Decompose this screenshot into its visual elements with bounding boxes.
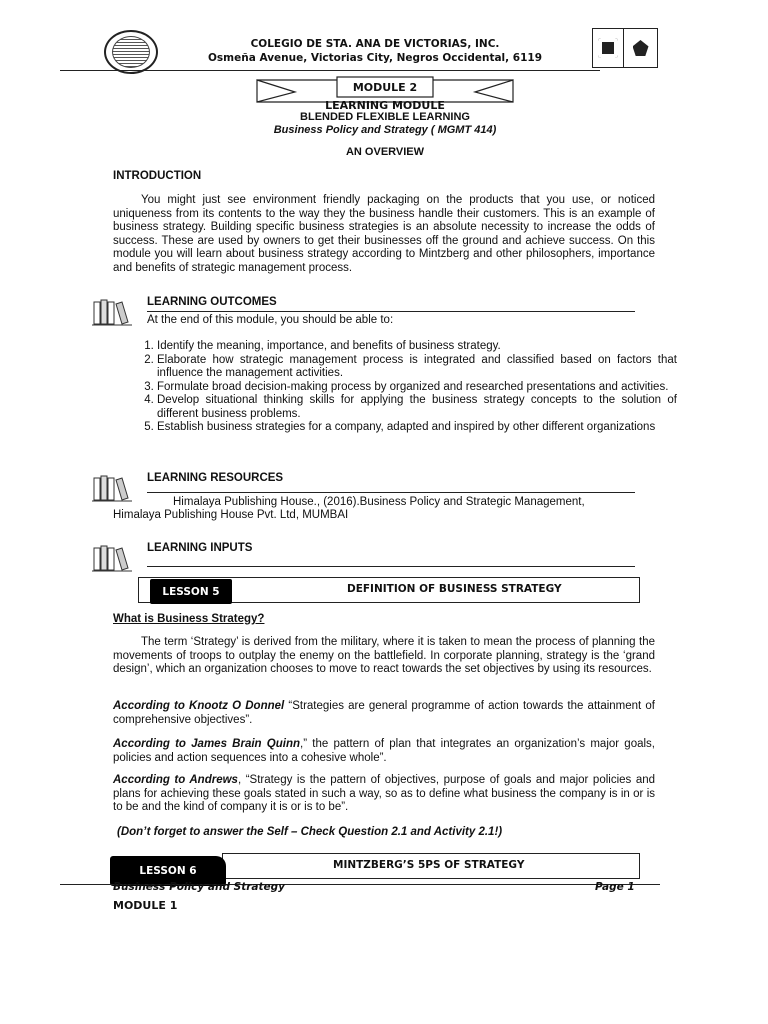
outcomes-rule xyxy=(147,311,635,312)
lesson6-title: MINTZBERG’S 5PS OF STRATEGY xyxy=(333,859,525,871)
course-title: Business Policy and Strategy ( MGMT 414) xyxy=(273,124,497,136)
list-item: 4. Develop situational thinking skills for applying the business strategy concepts to the solution of different business problems. xyxy=(157,394,677,421)
lesson6-tab: LESSON 6 xyxy=(110,856,226,886)
overview-title: AN OVERVIEW xyxy=(345,146,425,158)
footer-course: Business Policy and Strategy xyxy=(113,881,285,893)
inputs-rule xyxy=(147,566,635,567)
quote-author: According to Knootz O Donnel xyxy=(113,700,285,712)
resources-heading: LEARNING RESOURCES xyxy=(147,472,284,484)
quote-text: “Strategies are general programme of action towards the attainment of comprehensive objectives”. xyxy=(113,700,655,726)
certification-logos-icon xyxy=(592,28,658,68)
resource-line-2: Himalaya Publishing House Pvt. Ltd, MUMBAI xyxy=(113,509,349,521)
outcomes-lead: At the end of this module, you should be able to: xyxy=(147,314,394,326)
outcomes-list xyxy=(135,340,677,435)
quote-text: , “Strategy is the pattern of objectives, purpose of goals and major policies and plans for achieving these goals stated in such a way, so as to define what business the company is in or is to be and the kind of company it is or is to be”. xyxy=(113,774,656,813)
outcomes-heading: LEARNING OUTCOMES xyxy=(147,296,277,308)
school-seal-icon xyxy=(104,30,158,74)
list-item: 3. Formulate broad decision-making process by organized and researched presentations and activities. xyxy=(157,381,677,395)
quote-author: According to Andrews xyxy=(113,774,238,786)
quote-author: According to James Brain Quinn xyxy=(113,738,301,750)
learning-module-label: LEARNING MODULE xyxy=(325,99,445,112)
resource-line-1: Himalaya Publishing House., (2016).Business Policy and Strategic Management, xyxy=(173,496,585,508)
books-icon xyxy=(92,472,132,502)
school-address: Osmeña Avenue, Victorias City, Negros Occidental, 6119 xyxy=(207,52,543,64)
lesson5-tab: LESSON 5 xyxy=(150,579,232,604)
header-rule xyxy=(60,70,600,71)
list-item: 1. Identify the meaning, importance, and benefits of business strategy. xyxy=(157,340,677,354)
introduction-body: You might just see environment friendly packaging on the products that you use, or noticed uniqueness from its contents to the way they the business handle their customers. This is an example of business strategy. Building specific business strategies is an absolute necessity to increase the odds of success. These are used by owners to get their businesses off the ground and achieve success. On this module you will learn about business strategy according to Mintzberg and other philosophers, importance and benefits of strategic management process. xyxy=(113,194,655,274)
footer-page-number: Page 1 xyxy=(595,881,635,893)
blended-label: BLENDED FLEXIBLE LEARNING xyxy=(300,111,470,123)
books-icon xyxy=(92,542,132,572)
list-item: 5. Establish business strategies for a company, adapted and inspired by other different organizations xyxy=(157,421,677,435)
resources-rule xyxy=(147,492,635,493)
lesson5-title: DEFINITION OF BUSINESS STRATEGY xyxy=(347,583,562,595)
school-name: COLEGIO DE STA. ANA DE VICTORIAS, INC. xyxy=(250,38,500,50)
quote-knootz xyxy=(113,700,655,727)
quote-andrews xyxy=(113,774,655,815)
self-check-reminder: (Don’t forget to answer the Self – Check Question 2.1 and Activity 2.1!) xyxy=(117,826,503,838)
books-icon xyxy=(92,296,132,326)
what-is-body: The term ‘Strategy’ is derived from the military, where it is taken to mean the process of planning the movements of troops to outplay the enemy on the battlefield. In corporate planning, strategy is the ‘grand design’, which an organization chooses to move to react towards the set objectives by using its resources. xyxy=(113,636,655,675)
module-label: MODULE 2 xyxy=(352,81,418,94)
inputs-heading: LEARNING INPUTS xyxy=(147,542,253,554)
quote-quinn xyxy=(113,738,655,765)
quote-text: ,” the pattern of plan that integrates an organization’s major goals, policies and action sequences into a cohesive whole”. xyxy=(113,738,655,764)
introduction-heading: INTRODUCTION xyxy=(113,170,202,182)
list-item: 2. Elaborate how strategic management process is integrated and classified based on factors that influence the management activities. xyxy=(157,354,677,381)
what-is-heading: What is Business Strategy? xyxy=(113,613,265,625)
footer-module: MODULE 1 xyxy=(113,899,178,912)
